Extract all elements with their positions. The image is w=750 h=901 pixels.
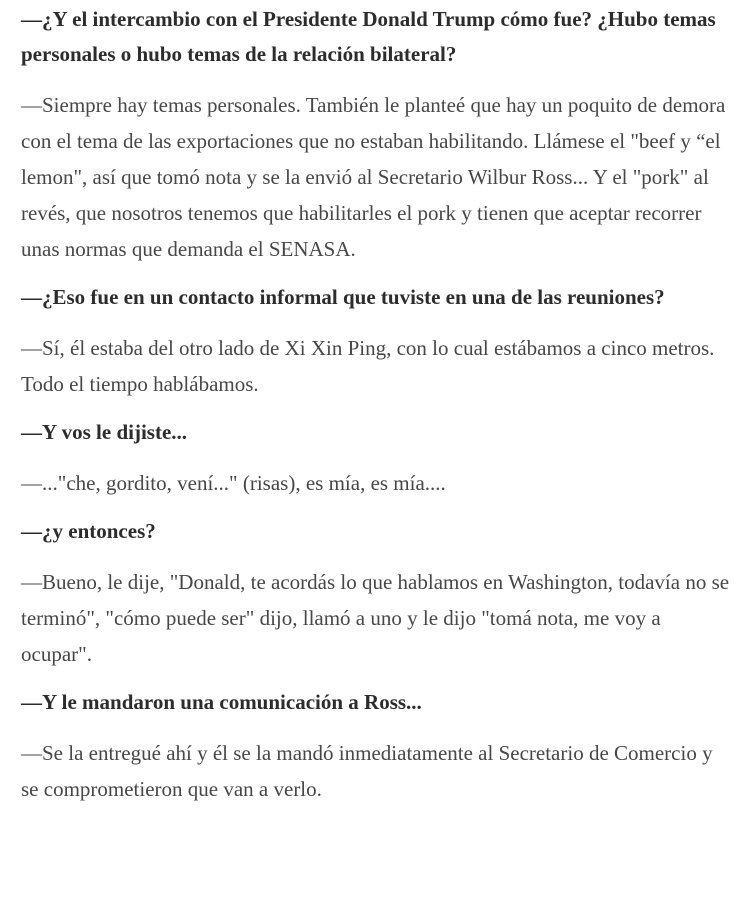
answer-paragraph: —Siempre hay temas personales. También le planteé que hay un poquito de demora con el tema de las exportaciones que no estaban habilitando. Llámese el "beef y “el lemon", así que tomó nota y se la envió al Secretario Wilbur Ross... Y el "pork" al revés, que nosotros tenemos que habilitarles el pork y tienen que aceptar recorrer unas normas que demanda el SENASA. [21, 93, 726, 261]
question-paragraph: —¿Eso fue en un contacto informal que tuviste en una de las reuniones? [21, 285, 665, 309]
question-paragraph: —¿y entonces? [21, 519, 156, 543]
question-paragraph: —¿Y el intercambio con el Presidente Donald Trump cómo fue? ¿Hubo temas personales o hubo temas de la relación bilateral? [21, 7, 716, 66]
answer-paragraph: —Bueno, le dije, "Donald, te acordás lo que hablamos en Washington, todavía no se terminó", "cómo puede ser" dijo, llamó a uno y le dijo "tomá nota, me voy a ocupar". [21, 570, 730, 666]
answer-paragraph: —Se la entregué ahí y él se la mandó inmediatamente al Secretario de Comercio y se comprometieron que van a verlo. [21, 741, 713, 801]
interview-article [21, 2, 733, 807]
answer-paragraph: —..."che, gordito, vení..." (risas), es mía, es mía.... [21, 471, 446, 495]
question-paragraph: —Y vos le dijiste... [21, 420, 188, 444]
answer-paragraph: —Sí, él estaba del otro lado de Xi Xin Ping, con lo cual estábamos a cinco metros. Todo el tiempo hablábamos. [21, 336, 715, 396]
question-paragraph: —Y le mandaron una comunicación a Ross... [21, 690, 422, 714]
